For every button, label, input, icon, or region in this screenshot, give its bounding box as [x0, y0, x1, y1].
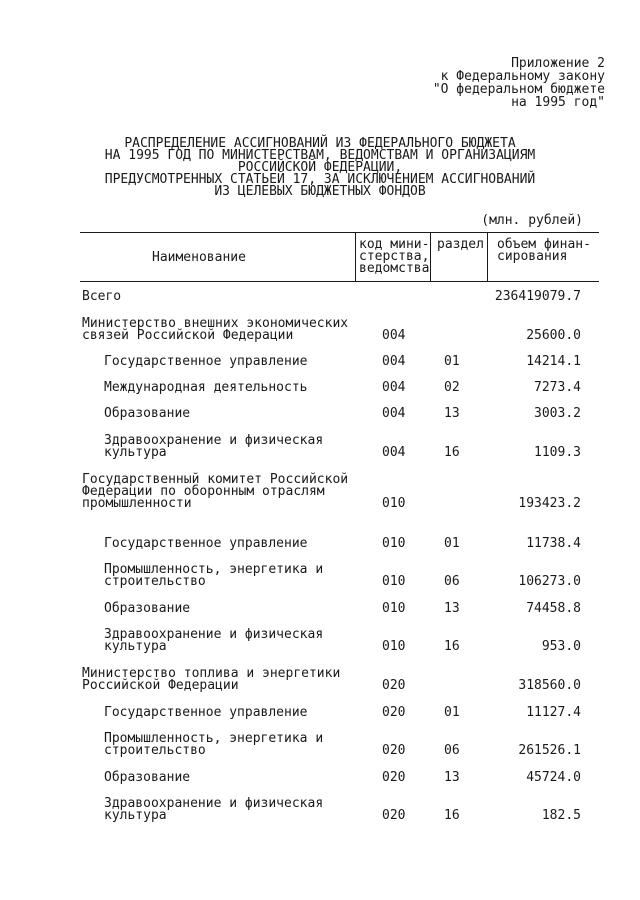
row-code: 004 — [382, 380, 406, 395]
row-amount: 3003.2 — [534, 406, 581, 421]
row-name: промышленности — [82, 496, 192, 511]
header-section: раздел — [437, 237, 484, 252]
row-section: 02 — [444, 380, 460, 395]
row-name: Государственный комитет Российской — [82, 472, 349, 487]
row-code: 020 — [382, 770, 406, 785]
row-amount: 182.5 — [541, 808, 581, 823]
row-amount: 106273.0 — [518, 574, 581, 589]
row-section: 06 — [444, 743, 460, 758]
row-amount: 14214.1 — [526, 354, 581, 369]
row-name: строительство — [104, 574, 206, 589]
row-code: 004 — [382, 354, 406, 369]
row-section: 01 — [444, 705, 460, 720]
row-code: 004 — [382, 328, 406, 343]
row-name: Министерство топлива и энергетики — [82, 666, 341, 681]
row-amount: 45724.0 — [526, 770, 581, 785]
row-code: 004 — [382, 406, 406, 421]
row-name: Государственное управление — [104, 536, 308, 551]
row-amount: 25600.0 — [526, 328, 581, 343]
row-code: 020 — [382, 808, 406, 823]
column-divider — [487, 233, 488, 281]
title-line: НА 1995 ГОД ПО МИНИСТЕРСТВАМ, ВЕДОМСТВАМ И ОРГАНИЗАЦИЯМ — [104, 148, 536, 163]
title-line: РОССИЙСКОЙ ФЕДЕРАЦИИ, — [237, 160, 403, 175]
row-name: Государственное управление — [104, 705, 308, 720]
row-name: культура — [104, 445, 167, 460]
appendix-line: "О федеральном бюджете — [432, 82, 605, 97]
row-section: 01 — [444, 536, 460, 551]
row-name: Международная деятельность — [104, 380, 308, 395]
header-code-line: код мини- — [359, 237, 430, 252]
row-code: 020 — [382, 705, 406, 720]
row-section: 13 — [444, 601, 460, 616]
row-amount: 236419079.7 — [494, 289, 581, 304]
row-section: 13 — [444, 406, 460, 421]
row-code: 010 — [382, 601, 406, 616]
row-name: Всего — [82, 289, 122, 304]
column-divider — [430, 233, 431, 281]
row-name: Здравоохранение и физическая — [104, 796, 324, 811]
row-amount: 1109.3 — [534, 445, 581, 460]
row-name: Промышленность, энергетика и — [104, 562, 324, 577]
row-name: Министерство внешних экономических — [82, 316, 349, 331]
row-code: 010 — [382, 536, 406, 551]
row-name: Образование — [104, 601, 191, 616]
header-code — [359, 239, 429, 275]
row-code: 004 — [382, 445, 406, 460]
row-code: 020 — [382, 743, 406, 758]
row-name: Государственное управление — [104, 354, 308, 369]
row-code: 010 — [382, 574, 406, 589]
units-label: (млн. рублей) — [481, 213, 583, 228]
row-code: 020 — [382, 678, 406, 693]
appendix-note — [433, 57, 605, 109]
row-section: 16 — [444, 808, 460, 823]
row-name: строительство — [104, 743, 206, 758]
title-line: ПРЕДУСМОТРЕННЫХ СТАТЬЕЙ 17, ЗА ИСКЛЮЧЕНИЕМ АССИГНОВАНИЙ — [104, 172, 536, 187]
row-code: 010 — [382, 639, 406, 654]
header-amount-line: сирования — [497, 249, 568, 264]
table-header-rule — [80, 281, 599, 282]
row-section: 16 — [444, 445, 460, 460]
table-top-rule — [80, 232, 599, 233]
row-name: Российской Федерации — [82, 678, 239, 693]
row-name: Здравоохранение и физическая — [104, 627, 324, 642]
row-name: связей Российской Федерации — [82, 328, 294, 343]
row-amount: 74458.8 — [526, 601, 581, 616]
row-code: 010 — [382, 496, 406, 511]
row-amount: 11738.4 — [526, 536, 581, 551]
row-amount: 261526.1 — [518, 743, 581, 758]
header-amount-line: объем финан- — [497, 237, 591, 252]
row-amount: 193423.2 — [518, 496, 581, 511]
header-name: Наименование — [152, 250, 246, 265]
header-amount — [497, 239, 591, 263]
row-name: Здравоохранение и физическая — [104, 433, 324, 448]
appendix-line: на 1995 год" — [511, 95, 605, 110]
row-section: 13 — [444, 770, 460, 785]
document-title — [60, 138, 580, 198]
title-line: РАСПРЕДЕЛЕНИЕ АССИГНОВАНИЙ ИЗ ФЕДЕРАЛЬНОГО БЮДЖЕТА — [124, 136, 516, 151]
appendix-line: Приложение 2 — [511, 56, 605, 71]
header-code-line: ведомства — [359, 261, 430, 276]
row-name: культура — [104, 808, 167, 823]
title-line: ИЗ ЦЕЛЕВЫХ БЮДЖЕТНЫХ ФОНДОВ — [214, 184, 426, 199]
row-section: 01 — [444, 354, 460, 369]
appendix-line: к Федеральному закону — [440, 69, 605, 84]
row-amount: 953.0 — [541, 639, 581, 654]
row-amount: 7273.4 — [534, 380, 581, 395]
row-name: культура — [104, 639, 167, 654]
header-code-line: стерства, — [359, 249, 430, 264]
row-name: Промышленность, энергетика и — [104, 731, 324, 746]
row-name: Образование — [104, 406, 191, 421]
column-divider — [355, 233, 356, 281]
row-section: 06 — [444, 574, 460, 589]
row-section: 16 — [444, 639, 460, 654]
row-amount: 11127.4 — [526, 705, 581, 720]
row-name: Федерации по оборонным отраслям — [82, 484, 325, 499]
row-amount: 318560.0 — [518, 678, 581, 693]
row-name: Образование — [104, 770, 191, 785]
